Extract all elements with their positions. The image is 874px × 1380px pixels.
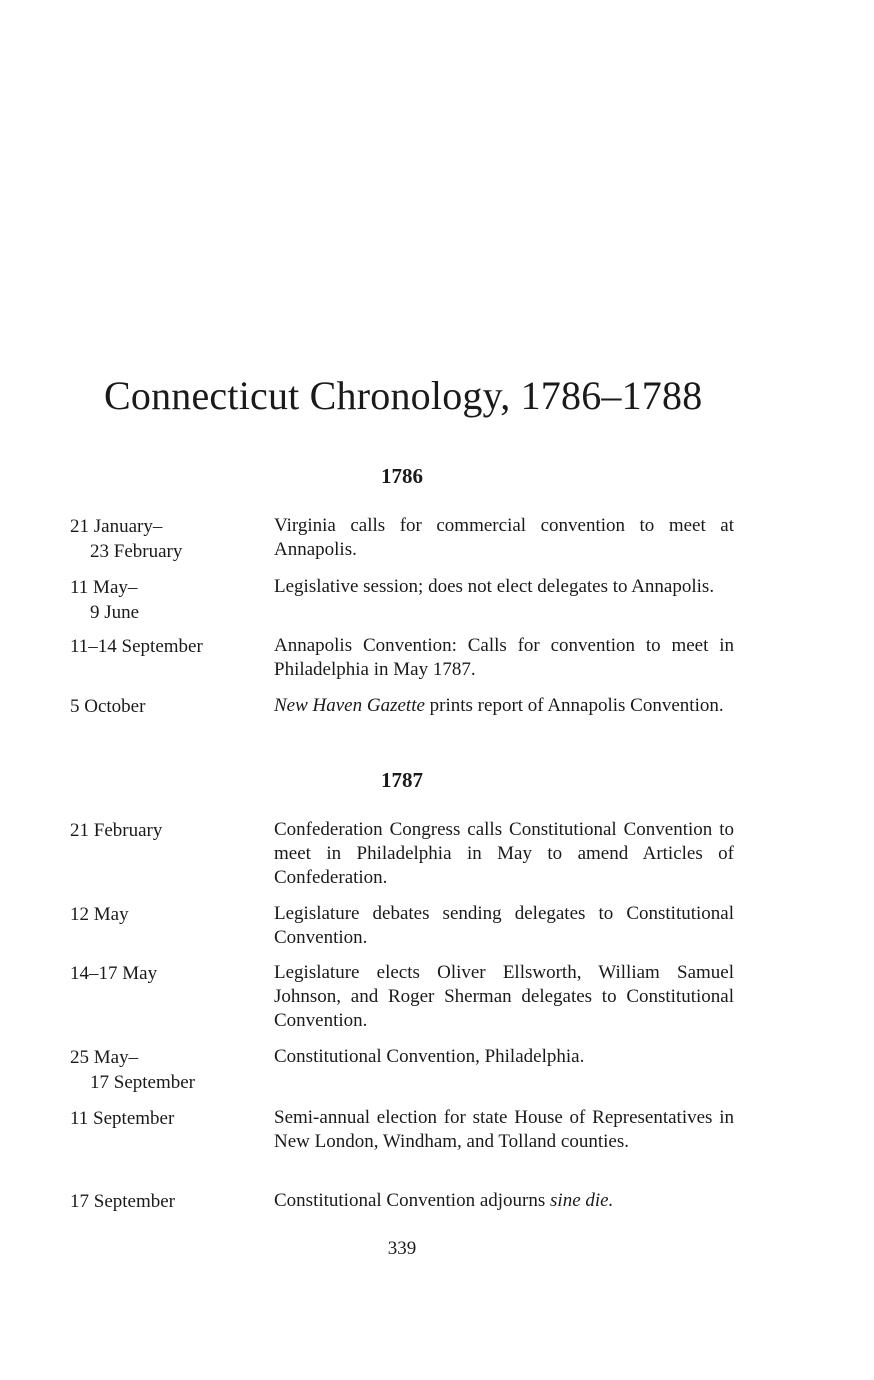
entry-date: [70, 1106, 260, 1131]
entry-description: Constitutional Convention, Philadelphia.: [274, 1046, 585, 1067]
entry-date-start: 21 January–: [70, 516, 163, 537]
entry-date: [70, 961, 260, 986]
entry-date: [70, 1189, 260, 1214]
entry-date-start: 25 May–: [70, 1047, 139, 1068]
page-title: Connecticut Chronology, 1786–1788: [104, 373, 703, 418]
entry-date-end: 9 June: [90, 602, 140, 623]
entry-description: Semi-annual election for state House of Representatives in New London, Windham, and Tolland counties.: [274, 1107, 734, 1152]
entry-date-start: 17 September: [70, 1191, 176, 1212]
entry-description-lead: Constitutional Convention adjourns: [274, 1190, 551, 1211]
entry-description: [274, 694, 734, 718]
entry-date-start: 21 February: [70, 820, 163, 841]
latin-phrase: sine die.: [550, 1190, 614, 1211]
entry-date: [70, 575, 260, 625]
entry-description: Confederation Congress calls Constitutional Convention to meet in Philadelphia in May to amend Articles of Confederation.: [274, 819, 734, 888]
entry-description: [274, 1189, 734, 1213]
entry-date: [70, 514, 260, 564]
entry-date-start: 5 October: [70, 696, 146, 717]
entry-description: Virginia calls for commercial convention to meet at Annapolis.: [274, 515, 734, 560]
publication-title: New Haven Gazette: [274, 695, 425, 716]
entry-description-rest: prints report of Annapolis Convention.: [424, 695, 724, 716]
entry-description: Annapolis Convention: Calls for convention to meet in Philadelphia in May 1787.: [274, 635, 734, 680]
entry-date: [70, 818, 260, 843]
entry-date: [70, 902, 260, 927]
year-heading-1787: 1787: [381, 768, 423, 792]
entry-date-end: 17 September: [90, 1072, 196, 1093]
entry-date-start: 12 May: [70, 904, 129, 925]
entry-date-end: 23 February: [90, 541, 183, 562]
entry-date: [70, 634, 260, 659]
entry-description: Legislative session; does not elect delegates to Annapolis.: [274, 576, 715, 597]
page-number: 339: [387, 1238, 417, 1259]
entry-date: [70, 694, 260, 719]
year-heading-1786: 1786: [381, 464, 423, 488]
entry-date: [70, 1045, 260, 1095]
entry-date-start: 11 May–: [70, 577, 138, 598]
entry-date-start: 14–17 May: [70, 963, 158, 984]
entry-description: Legislature debates sending delegates to Constitutional Convention.: [274, 903, 734, 948]
entry-date-start: 11–14 September: [70, 636, 203, 657]
entry-date-start: 11 September: [70, 1108, 175, 1129]
entry-description: Legislature elects Oliver Ellsworth, William Samuel Johnson, and Roger Sherman delegates to Constitutional Convention.: [274, 962, 734, 1031]
